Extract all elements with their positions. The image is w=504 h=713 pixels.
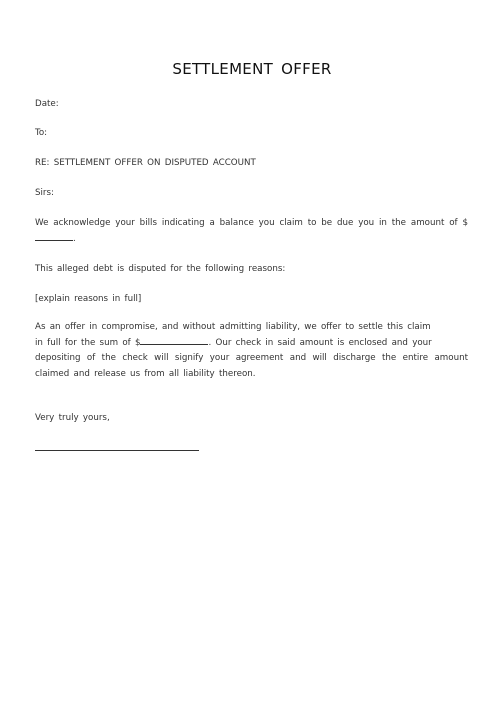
paragraph-1-line-1: We acknowledge your bills indicating a balance you claim to be due you in the amount of $ [35, 218, 468, 228]
to-label: To: [35, 128, 48, 138]
amount-blank [35, 231, 73, 241]
closing: Very truly yours, [35, 413, 110, 423]
paragraph-3-line-2 [35, 335, 468, 351]
reasons-placeholder: [explain reasons in full] [35, 294, 142, 304]
salutation: Sirs: [35, 188, 54, 198]
sum-blank [140, 335, 208, 345]
paragraph-1-line-2-end: . [73, 234, 76, 244]
paragraph-3-line-3: depositing of the check will signify your agreement and will discharge the entire amount [35, 353, 468, 363]
signature-line [35, 450, 199, 451]
document-title: SETTLEMENT OFFER [172, 60, 332, 78]
paragraph-2: This alleged debt is disputed for the following reasons: [35, 264, 286, 274]
paragraph-1-line-2 [35, 231, 468, 247]
date-label: Date: [35, 99, 59, 109]
paragraph-3-line-1: As an offer in compromise, and without admitting liability, we offer to settle this claim [35, 322, 431, 332]
paragraph-3-line-2-end: . Our check in said amount is enclosed and your [208, 338, 432, 348]
paragraph-3-line-4: claimed and release us from all liability thereon. [35, 369, 256, 379]
paragraph-3-line-2-start: in full for the sum of $ [35, 338, 141, 348]
re-line: RE: SETTLEMENT OFFER ON DISPUTED ACCOUNT [35, 158, 256, 168]
